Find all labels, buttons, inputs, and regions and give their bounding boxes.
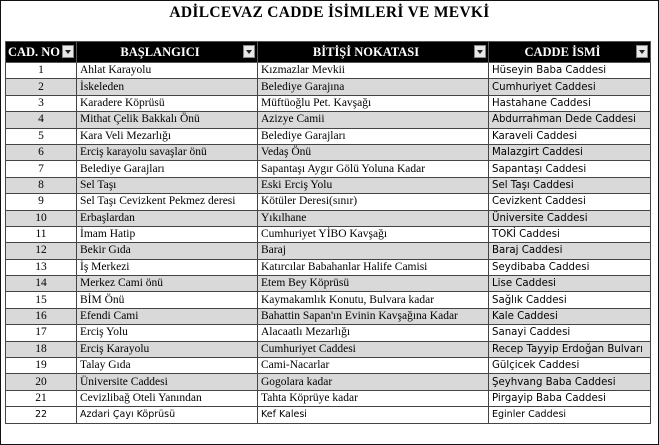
cell-no[interactable]: 19 xyxy=(6,358,77,374)
table-row xyxy=(6,243,651,259)
cell-end[interactable]: Bahattin Sapan'ın Evinin Kavşağına Kadar xyxy=(258,308,489,324)
cell-end[interactable]: Cami-Nacarlar xyxy=(258,358,489,374)
cell-name[interactable]: Recep Tayyip Erdoğan Bulvarı xyxy=(489,341,651,357)
table-row xyxy=(6,407,651,423)
table-row xyxy=(6,161,651,177)
cell-name[interactable]: Şeyhvang Baba Caddesi xyxy=(489,374,651,390)
cell-end[interactable]: Tahta Köprüye kadar xyxy=(258,390,489,406)
table-row xyxy=(6,374,651,390)
cell-name[interactable]: Malazgirt Caddesi xyxy=(489,144,651,160)
filter-dropdown-icon[interactable] xyxy=(474,45,486,58)
cell-no[interactable]: 18 xyxy=(6,341,77,357)
cell-no[interactable]: 7 xyxy=(6,161,77,177)
cell-start[interactable]: Üniversite Caddesi xyxy=(77,374,258,390)
cell-no[interactable]: 20 xyxy=(6,374,77,390)
table-row xyxy=(6,325,651,341)
table-row xyxy=(6,95,651,111)
table-row xyxy=(6,390,651,406)
cell-end[interactable]: Baraj xyxy=(258,243,489,259)
cell-end[interactable]: Gogolara kadar xyxy=(258,374,489,390)
cell-end[interactable]: Cumhuriyet YİBO Kavşağı xyxy=(258,226,489,242)
table-row xyxy=(6,226,651,242)
cell-end[interactable]: Katırcılar Babahanlar Halife Camisi xyxy=(258,259,489,275)
cell-name[interactable]: Gülçicek Caddesi xyxy=(489,358,651,374)
cell-name[interactable]: Cumhuriyet Caddesi xyxy=(489,79,651,95)
column-header-label: CADDE İSMİ xyxy=(524,44,601,59)
cell-no[interactable]: 5 xyxy=(6,128,77,144)
cell-no[interactable]: 21 xyxy=(6,390,77,406)
cell-name[interactable]: Kale Caddesi xyxy=(489,308,651,324)
cell-name[interactable]: Sel Taşı Caddesi xyxy=(489,177,651,193)
column-header-label: BİTİŞİ NOKATASI xyxy=(312,44,420,59)
cell-start[interactable]: Cevizlibağ Oteli Yanından xyxy=(77,390,258,406)
cell-start[interactable]: Kara Veli Mezarlığı xyxy=(77,128,258,144)
cell-no[interactable]: 13 xyxy=(6,259,77,275)
table-row xyxy=(6,210,651,226)
street-table xyxy=(5,41,651,424)
cell-start[interactable]: Karadere Köprüsü xyxy=(77,95,258,111)
filter-dropdown-icon[interactable] xyxy=(636,45,648,58)
cell-start[interactable]: Erbaşlardan xyxy=(77,210,258,226)
cell-name[interactable]: Sağlık Caddesi xyxy=(489,292,651,308)
table-row xyxy=(6,358,651,374)
cell-name[interactable]: Sanayi Caddesi xyxy=(489,325,651,341)
table-row xyxy=(6,308,651,324)
cell-end[interactable]: Yıkılhane xyxy=(258,210,489,226)
cell-no[interactable]: 9 xyxy=(6,194,77,210)
cell-name[interactable]: Üniversite Caddesi xyxy=(489,210,651,226)
cell-start[interactable]: Erciş Karayolu xyxy=(77,341,258,357)
cell-start[interactable]: İmam Hatip xyxy=(77,226,258,242)
table-row xyxy=(6,128,651,144)
cell-no[interactable]: 1 xyxy=(6,63,77,79)
cell-start[interactable]: Ahlat Karayolu xyxy=(77,63,258,79)
cell-start[interactable]: Efendi Cami xyxy=(77,308,258,324)
cell-end[interactable]: Eski Erciş Yolu xyxy=(258,177,489,193)
cell-name[interactable]: Cevizkent Caddesi xyxy=(489,194,651,210)
cell-name[interactable]: Sapantaşı Caddesi xyxy=(489,161,651,177)
cell-end[interactable]: Kaymakamlık Konutu, Bulvara kadar xyxy=(258,292,489,308)
cell-end[interactable]: Belediye Garajları xyxy=(258,128,489,144)
cell-no[interactable]: 17 xyxy=(6,325,77,341)
cell-start[interactable]: Bekir Gıda xyxy=(77,243,258,259)
cell-no[interactable]: 12 xyxy=(6,243,77,259)
cell-name[interactable]: Pirgayip Baba Caddesi xyxy=(489,390,651,406)
cell-no[interactable]: 8 xyxy=(6,177,77,193)
cell-end[interactable]: Müftüoğlu Pet. Kavşağı xyxy=(258,95,489,111)
table-row xyxy=(6,292,651,308)
cell-name[interactable]: Baraj Caddesi xyxy=(489,243,651,259)
column-header-name[interactable] xyxy=(489,42,651,63)
cell-name[interactable]: Abdurrahman Dede Caddesi xyxy=(489,112,651,128)
cell-start[interactable]: Mithat Çelik Bakkalı Önü xyxy=(77,112,258,128)
cell-no[interactable]: 6 xyxy=(6,144,77,160)
cell-no[interactable]: 14 xyxy=(6,276,77,292)
cell-start[interactable]: İskeleden xyxy=(77,79,258,95)
cell-no[interactable]: 16 xyxy=(6,308,77,324)
column-header-end[interactable] xyxy=(258,42,489,63)
cell-no[interactable]: 22 xyxy=(6,407,77,423)
cell-start[interactable]: İş Merkezi xyxy=(77,259,258,275)
cell-end[interactable]: Kötüler Deresi(sınır) xyxy=(258,194,489,210)
cell-end[interactable]: Belediye Garajına xyxy=(258,79,489,95)
cell-end[interactable]: Etem Bey Köprüsü xyxy=(258,276,489,292)
cell-start[interactable]: Belediye Garajları xyxy=(77,161,258,177)
cell-start[interactable]: Sel Taşı xyxy=(77,177,258,193)
column-header-start[interactable] xyxy=(77,42,258,63)
table-row xyxy=(6,194,651,210)
cell-name[interactable]: Eginler Caddesi xyxy=(489,407,651,423)
filter-dropdown-icon[interactable] xyxy=(243,45,255,58)
cell-start[interactable]: BİM Önü xyxy=(77,292,258,308)
cell-name[interactable]: Karaveli Caddesi xyxy=(489,128,651,144)
column-header-label: BAŞLANGICI xyxy=(120,44,200,59)
table-row xyxy=(6,276,651,292)
cell-name[interactable]: Seydibaba Caddesi xyxy=(489,259,651,275)
cell-no[interactable]: 11 xyxy=(6,226,77,242)
cell-end[interactable]: Kızmazlar Mevkii xyxy=(258,63,489,79)
page-title: ADİLCEVAZ CADDE İSİMLERİ VE MEVKİ xyxy=(169,4,490,21)
cell-start[interactable]: Azdari Çayı Köprüsü xyxy=(77,407,258,423)
table-row xyxy=(6,79,651,95)
cell-end[interactable]: Vedaş Önü xyxy=(258,144,489,160)
cell-start[interactable]: Erciş karayolu savaşlar önü xyxy=(77,144,258,160)
table-row xyxy=(6,177,651,193)
table-row xyxy=(6,112,651,128)
header-row xyxy=(6,42,651,63)
cell-no[interactable]: 2 xyxy=(6,79,77,95)
cell-end[interactable]: Kef Kalesi xyxy=(258,407,489,423)
table-row xyxy=(6,63,651,79)
cell-start[interactable]: Talay Gıda xyxy=(77,358,258,374)
cell-no[interactable]: 10 xyxy=(6,210,77,226)
column-header-no[interactable] xyxy=(6,42,77,63)
cell-name[interactable]: Hastahane Caddesi xyxy=(489,95,651,111)
cell-name[interactable]: Lise Caddesi xyxy=(489,276,651,292)
cell-no[interactable]: 4 xyxy=(6,112,77,128)
cell-end[interactable]: Sapantaşı Aygır Gölü Yoluna Kadar xyxy=(258,161,489,177)
filter-dropdown-icon[interactable] xyxy=(62,45,74,58)
cell-end[interactable]: Cumhuriyet Caddesi xyxy=(258,341,489,357)
table-row xyxy=(6,144,651,160)
column-header-label: CAD. NO xyxy=(7,44,61,59)
cell-start[interactable]: Erciş Yolu xyxy=(77,325,258,341)
cell-end[interactable]: Alacaatlı Mezarlığı xyxy=(258,325,489,341)
cell-no[interactable]: 3 xyxy=(6,95,77,111)
table-row xyxy=(6,259,651,275)
cell-start[interactable]: Sel Taşı Cevizkent Pekmez deresi xyxy=(77,194,258,210)
cell-start[interactable]: Merkez Cami önü xyxy=(77,276,258,292)
cell-no[interactable]: 15 xyxy=(6,292,77,308)
table-row xyxy=(6,341,651,357)
cell-name[interactable]: Hüseyin Baba Caddesi xyxy=(489,63,651,79)
cell-name[interactable]: TOKİ Caddesi xyxy=(489,226,651,242)
cell-end[interactable]: Azizye Camii xyxy=(258,112,489,128)
